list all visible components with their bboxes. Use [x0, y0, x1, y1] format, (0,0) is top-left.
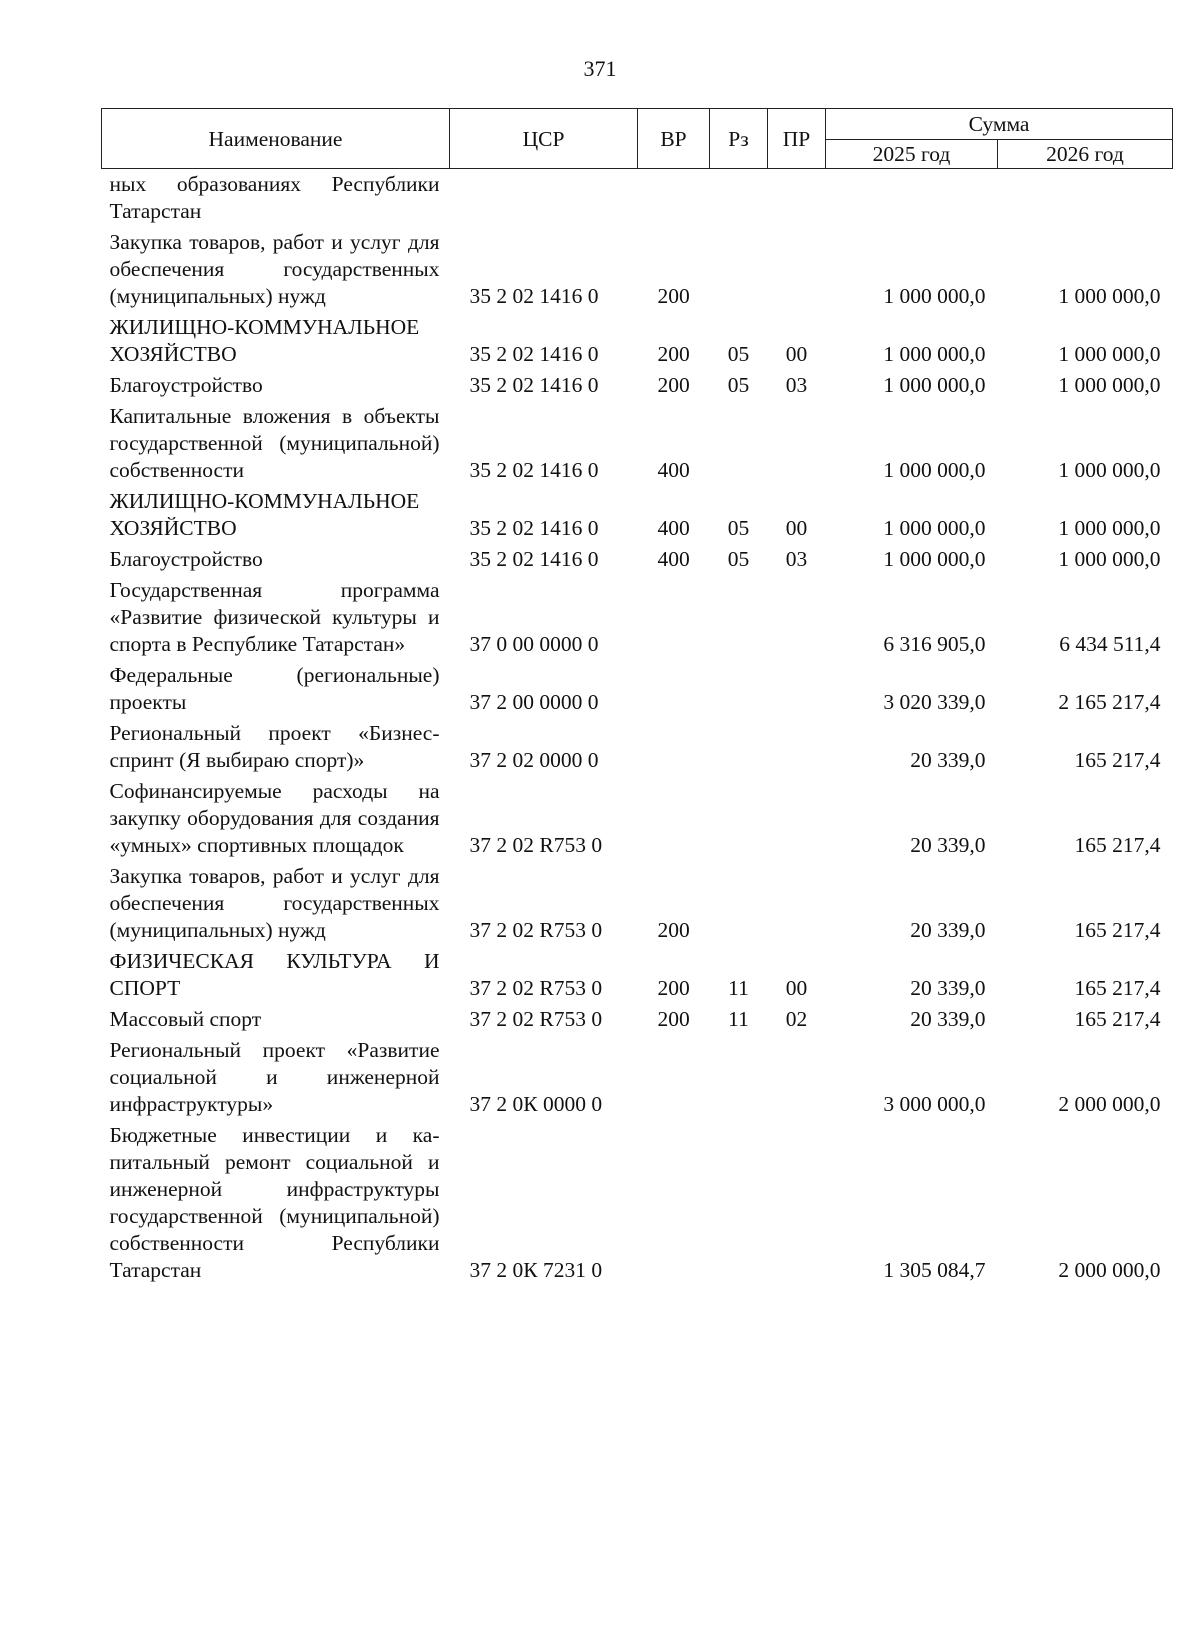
- cell-y1: 1 000 000,0: [883, 516, 986, 540]
- cell-y2: 1 000 000,0: [1058, 373, 1161, 397]
- budget-table: [101, 108, 1173, 1286]
- cell-rz: 05: [727, 516, 750, 540]
- cell-y2: 2 000 000,0: [1058, 1258, 1161, 1282]
- cell-y1: 3 020 339,0: [883, 690, 986, 714]
- cell-pr: 02: [785, 1007, 808, 1031]
- cell-name: Закупка товаров, работ и услуг для обеспечения государственных (муниципальных) нужд: [109, 230, 440, 308]
- table-row: [102, 1120, 1173, 1286]
- cell-vr: 200: [657, 373, 690, 397]
- cell-y1: 20 339,0: [910, 976, 986, 1000]
- cell-csr: 37 2 02 R753 0: [469, 918, 603, 942]
- cell-y2: 165 217,4: [1074, 1007, 1161, 1031]
- cell-y2: 1 000 000,0: [1058, 342, 1161, 366]
- cell-y1: 1 000 000,0: [883, 547, 986, 571]
- cell-pr: [768, 861, 826, 946]
- cell-name: Массовый спорт: [109, 1007, 262, 1031]
- cell-y2: 1 000 000,0: [1058, 516, 1161, 540]
- table-row: [102, 227, 1173, 312]
- cell-y1: 1 305 084,7: [883, 1258, 986, 1282]
- cell-y1: 1 000 000,0: [883, 342, 986, 366]
- cell-vr: [638, 575, 710, 660]
- page-number: 371: [583, 56, 617, 81]
- cell-rz: [710, 401, 768, 486]
- cell-vr: 200: [657, 342, 690, 366]
- cell-y1: [826, 169, 998, 228]
- cell-rz: [710, 718, 768, 776]
- header-year-2025: 2025 год: [826, 140, 998, 169]
- header-year-2026: 2026 год: [998, 140, 1173, 169]
- cell-y2: [998, 169, 1173, 228]
- table-row: [102, 370, 1173, 401]
- cell-vr: 200: [657, 976, 690, 1000]
- cell-y1: 20 339,0: [910, 1007, 986, 1031]
- cell-name: Софинансируемые расходы на закупку оборудования для создания «умных» спортивных площадок: [109, 779, 440, 857]
- cell-y2: 2 000 000,0: [1058, 1092, 1161, 1116]
- cell-y2: 165 217,4: [1074, 748, 1161, 772]
- header-name: Наименование: [102, 109, 450, 169]
- table-row: [102, 946, 1173, 1004]
- cell-csr: [450, 169, 638, 228]
- cell-vr: 400: [657, 458, 690, 482]
- cell-csr: 35 2 02 1416 0: [469, 284, 599, 308]
- cell-csr: 37 2 0К 7231 0: [469, 1258, 603, 1282]
- table-row: [102, 312, 1173, 370]
- table-row: [102, 718, 1173, 776]
- cell-csr: 37 2 0К 0000 0: [469, 1092, 603, 1116]
- cell-vr: [638, 776, 710, 861]
- cell-vr: [638, 718, 710, 776]
- cell-csr: 35 2 02 1416 0: [469, 516, 599, 540]
- cell-y2: 6 434 511,4: [1059, 632, 1161, 656]
- cell-y2: 165 217,4: [1074, 976, 1161, 1000]
- cell-y2: 1 000 000,0: [1058, 547, 1161, 571]
- table-row: [102, 1035, 1173, 1120]
- cell-vr: 400: [657, 547, 690, 571]
- cell-y2: 165 217,4: [1074, 833, 1161, 857]
- cell-rz: [710, 169, 768, 228]
- header-pr: ПР: [768, 109, 826, 169]
- cell-vr: [638, 1035, 710, 1120]
- cell-pr: [768, 1035, 826, 1120]
- table-row: [102, 486, 1173, 544]
- cell-rz: [710, 861, 768, 946]
- cell-vr: [638, 660, 710, 718]
- cell-vr: [638, 169, 710, 228]
- cell-csr: 37 2 02 R753 0: [469, 833, 603, 857]
- cell-name: Федеральные (региональные) проекты: [109, 663, 440, 714]
- cell-y2: 165 217,4: [1074, 918, 1161, 942]
- table-row: [102, 401, 1173, 486]
- cell-name: Благоустройство: [109, 547, 263, 571]
- cell-name: Региональный проект «Развитие социальной и инженерной инфраструктуры»: [109, 1038, 440, 1116]
- cell-vr: 200: [657, 284, 690, 308]
- cell-rz: [710, 1120, 768, 1286]
- table-header: [102, 109, 1173, 169]
- cell-rz: [710, 660, 768, 718]
- cell-vr: [638, 1120, 710, 1286]
- cell-rz: [710, 776, 768, 861]
- cell-csr: 35 2 02 1416 0: [469, 458, 599, 482]
- cell-csr: 37 2 00 0000 0: [469, 690, 599, 714]
- cell-pr: [768, 169, 826, 228]
- cell-pr: 03: [785, 547, 808, 571]
- cell-pr: [768, 227, 826, 312]
- cell-y2: 1 000 000,0: [1058, 458, 1161, 482]
- header-rz: Рз: [710, 109, 768, 169]
- cell-pr: [768, 718, 826, 776]
- cell-csr: 37 2 02 R753 0: [469, 1007, 603, 1031]
- cell-rz: 05: [727, 342, 750, 366]
- cell-y1: 3 000 000,0: [883, 1092, 986, 1116]
- cell-pr: [768, 401, 826, 486]
- cell-csr: 37 2 02 0000 0: [469, 748, 599, 772]
- table-row: [102, 776, 1173, 861]
- cell-name: Благоустройство: [109, 373, 263, 397]
- cell-pr: 03: [785, 373, 808, 397]
- cell-y1: 20 339,0: [910, 833, 986, 857]
- cell-y1: 1 000 000,0: [883, 373, 986, 397]
- cell-pr: [768, 1120, 826, 1286]
- cell-rz: 11: [728, 976, 749, 1000]
- cell-csr: 37 0 00 0000 0: [469, 632, 599, 656]
- table-body: [102, 169, 1173, 1287]
- cell-y1: 1 000 000,0: [883, 284, 986, 308]
- cell-rz: 05: [727, 373, 750, 397]
- cell-pr: 00: [785, 516, 808, 540]
- cell-name: ФИЗИЧЕСКАЯ КУЛЬТУРА И СПОРТ: [109, 949, 440, 1000]
- table-row: [102, 544, 1173, 575]
- cell-name: Региональный проект «Бизнес-спринт (Я выбираю спорт)»: [109, 721, 440, 772]
- cell-vr: 200: [657, 918, 690, 942]
- cell-rz: [710, 575, 768, 660]
- cell-y1: 6 316 905,0: [883, 632, 986, 656]
- cell-y2: 1 000 000,0: [1058, 284, 1161, 308]
- cell-rz: 11: [728, 1007, 749, 1031]
- cell-csr: 37 2 02 R753 0: [469, 976, 603, 1000]
- cell-rz: [710, 1035, 768, 1120]
- cell-y1: 20 339,0: [910, 748, 986, 772]
- cell-name: ных образованиях Республики Татарстан: [109, 172, 440, 223]
- cell-name: Государственная программа «Развитие физической культуры и спорта в Республике Татарстан»: [109, 578, 440, 656]
- cell-name: Закупка товаров, работ и услуг для обеспечения государственных (муниципальных) нужд: [109, 864, 440, 942]
- table-row: [102, 861, 1173, 946]
- cell-rz: [710, 227, 768, 312]
- cell-pr: [768, 660, 826, 718]
- cell-pr: [768, 575, 826, 660]
- cell-name: ЖИЛИЩНО-КОММУНАЛЬНОЕ ХОЗЯЙСТВО: [109, 489, 420, 540]
- cell-csr: 35 2 02 1416 0: [469, 373, 599, 397]
- table-row: [102, 1004, 1173, 1035]
- cell-pr: 00: [785, 976, 808, 1000]
- cell-vr: 200: [657, 1007, 690, 1031]
- table-row: [102, 169, 1173, 228]
- table-row: [102, 660, 1173, 718]
- cell-y1: 20 339,0: [910, 918, 986, 942]
- cell-pr: 00: [785, 342, 808, 366]
- cell-vr: 400: [657, 516, 690, 540]
- cell-csr: 35 2 02 1416 0: [469, 342, 599, 366]
- cell-csr: 35 2 02 1416 0: [469, 547, 599, 571]
- cell-name: ЖИЛИЩНО-КОММУНАЛЬНОЕ ХОЗЯЙСТВО: [109, 315, 420, 366]
- cell-name: Бюджетные инвестиции и капитальный ремонт социальной и инженерной инфраструктуры государственной (муниципальной) собственности Республики Татарстан: [109, 1123, 440, 1282]
- header-csr: ЦСР: [450, 109, 638, 169]
- cell-name: Капитальные вложения в объекты государственной (муниципальной) собственности: [109, 404, 440, 482]
- header-vr: ВР: [638, 109, 710, 169]
- cell-y1: 1 000 000,0: [883, 458, 986, 482]
- table-row: [102, 575, 1173, 660]
- cell-rz: 05: [727, 547, 750, 571]
- cell-pr: [768, 776, 826, 861]
- header-sum: Сумма: [826, 109, 1173, 140]
- cell-y2: 2 165 217,4: [1058, 690, 1161, 714]
